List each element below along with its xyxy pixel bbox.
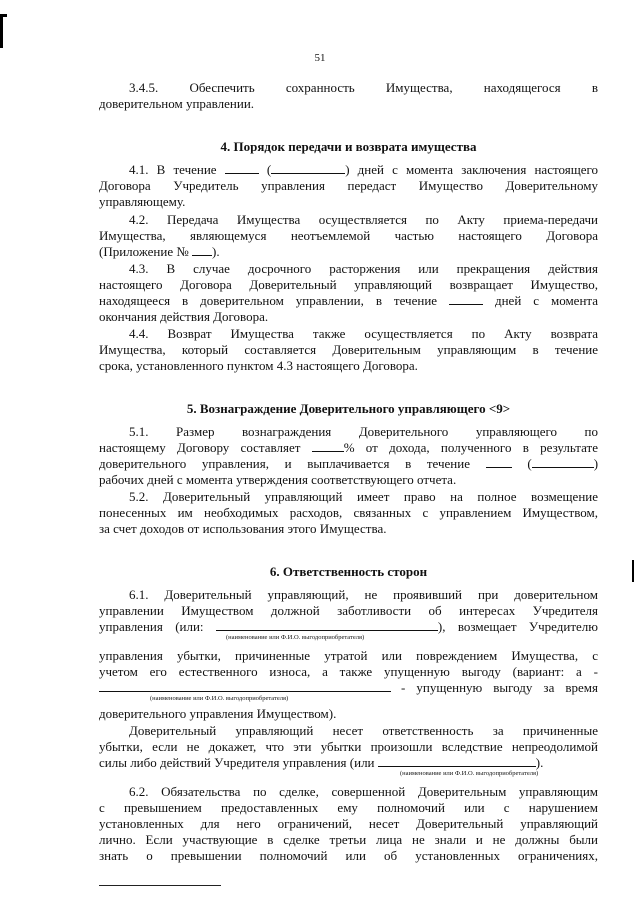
- text-line: учетом его естественного износа, а также упущенную выгоду (вариант: а -: [99, 664, 598, 679]
- text-fragment: 4.1. В течение: [129, 162, 217, 177]
- text-fragment: доверительного управления, и выплачивается в течение: [99, 456, 470, 471]
- text-line: настоящего Договора Доверительный управляющий возвращает Имущество,: [99, 277, 598, 292]
- text-fragment: дней с момента: [494, 293, 599, 308]
- text-fragment: ) дней с момента заключения настоящего: [345, 162, 598, 177]
- word: в: [591, 80, 598, 95]
- text-line: [99, 619, 598, 635]
- text-line: управляющему.: [99, 194, 186, 209]
- text-line: [99, 680, 598, 696]
- text-line: понесенных им необходимых расходов, связанных с управлением Имуществом,: [99, 505, 598, 520]
- word: Имущества,: [385, 80, 453, 95]
- blank-field: [486, 456, 512, 468]
- clause-3-4-5: [99, 80, 598, 96]
- text-line: [99, 293, 598, 309]
- text-line: срока, установленного пунктом 4.3 настоящего Договора.: [99, 358, 418, 373]
- blank-field: [378, 755, 536, 767]
- blank-field: [271, 162, 345, 174]
- text-line: [99, 162, 598, 178]
- text-line: 4.3. В случае досрочного расторжения или прекращения действия: [129, 261, 598, 276]
- text-fragment: ): [593, 456, 599, 471]
- word: сохранность: [285, 80, 355, 95]
- text-fragment: управления (или:: [99, 619, 204, 634]
- field-caption: (наименование или Ф.И.О. выгодоприобретателя): [400, 770, 539, 777]
- text-fragment: ).: [212, 244, 220, 259]
- text-line: [99, 755, 598, 771]
- blank-field: [216, 619, 438, 631]
- text-line: Договора Учредитель управления передаст Имущество Доверительному: [99, 178, 598, 193]
- text-line: управления убытки, причиненные утратой или повреждением Имущества, с: [99, 648, 598, 663]
- text-line: за счет доходов от использования этого Имущества.: [99, 521, 387, 536]
- footnote-separator: [99, 885, 221, 886]
- text-line: 5.2. Доверительный управляющий имеет право на полное возмещение: [129, 489, 598, 504]
- field-caption: (наименование или Ф.И.О. выгодоприобретателя): [150, 695, 289, 702]
- blank-field: [449, 293, 483, 305]
- text-fragment: (Приложение №: [99, 244, 189, 259]
- text-line: [99, 456, 598, 472]
- blank-field: [225, 162, 259, 174]
- text-line: окончания действия Договора.: [99, 309, 269, 324]
- blank-field: [192, 244, 212, 256]
- text-fragment: (: [266, 162, 272, 177]
- text-line: установленных для него ограничений, несет Доверительный управляющий: [99, 816, 598, 831]
- blank-field: [99, 680, 391, 692]
- text-line: Имущества, который составляется Доверительным управляющим в течение: [99, 342, 598, 357]
- section-heading: 4. Порядок передачи и возврата имущества: [220, 139, 477, 154]
- text-line: Имущества, являющемуся неотъемлемой частью настоящего Договора: [99, 228, 598, 243]
- word: Обеспечить: [189, 80, 255, 95]
- blank-field: [312, 440, 344, 452]
- scan-edge-mark: [632, 560, 634, 582]
- text-line: Доверительный управляющий несет ответственность за причиненные: [129, 723, 598, 738]
- text-fragment: - упущенную выгоду за время: [401, 680, 598, 695]
- text-line: убытки, если не докажет, что эти убытки произошли вследствие непреодолимой: [99, 739, 598, 754]
- field-caption: (наименование или Ф.И.О. выгодоприобретателя): [226, 634, 365, 641]
- text-line: лично. Если участвующие в сделке третьи лица не знали и не должны были: [99, 832, 598, 847]
- page-number: 51: [314, 52, 326, 64]
- text-line: [99, 440, 598, 456]
- text-line: с превышением предоставленных ему полномочий или с нарушением: [99, 800, 598, 815]
- text-line: рабочих дней с момента утверждения соответствующего отчета.: [99, 472, 457, 487]
- blank-field: [532, 456, 594, 468]
- word: находящегося: [483, 80, 561, 95]
- text-fragment: ), возмещает Учредителю: [437, 619, 598, 634]
- text-line: 4.4. Возврат Имущества также осуществляется по Акту возврата: [129, 326, 598, 341]
- text-fragment: настоящему Договору составляет: [99, 440, 301, 455]
- text-fragment: % от дохода, полученного в результате: [343, 440, 599, 455]
- text-line: доверительного управления Имуществом).: [99, 706, 337, 721]
- text-line: 6.1. Доверительный управляющий, не проявивший при доверительном: [129, 587, 598, 602]
- text-line: 4.2. Передача Имущества осуществляется по Акту приема-передачи: [129, 212, 598, 227]
- text-line: [99, 244, 598, 260]
- scan-corner-mark: [0, 14, 7, 48]
- section-heading: 5. Вознаграждение Доверительного управляющего <9>: [186, 401, 511, 416]
- text-line: управлении Имуществом должной заботливости об интересах Учредителя: [99, 603, 598, 618]
- text-line: доверительном управлении.: [99, 96, 255, 111]
- section-heading: 6. Ответственность сторон: [269, 564, 428, 579]
- word: 3.4.5.: [129, 80, 159, 95]
- text-fragment: силы либо действий Учредителя управления (или: [99, 755, 375, 770]
- text-fragment: находящееся в доверительном управлении, в течение: [99, 293, 438, 308]
- text-fragment: (: [527, 456, 532, 471]
- text-line: 6.2. Обязательства по сделке, совершенной Доверительным управляющим: [129, 784, 598, 799]
- text-fragment: ).: [535, 755, 544, 770]
- text-line: знать о превышении полномочий или об установленных ограничениях,: [99, 848, 598, 863]
- text-line: 5.1. Размер вознаграждения Доверительного управляющего по: [129, 424, 598, 439]
